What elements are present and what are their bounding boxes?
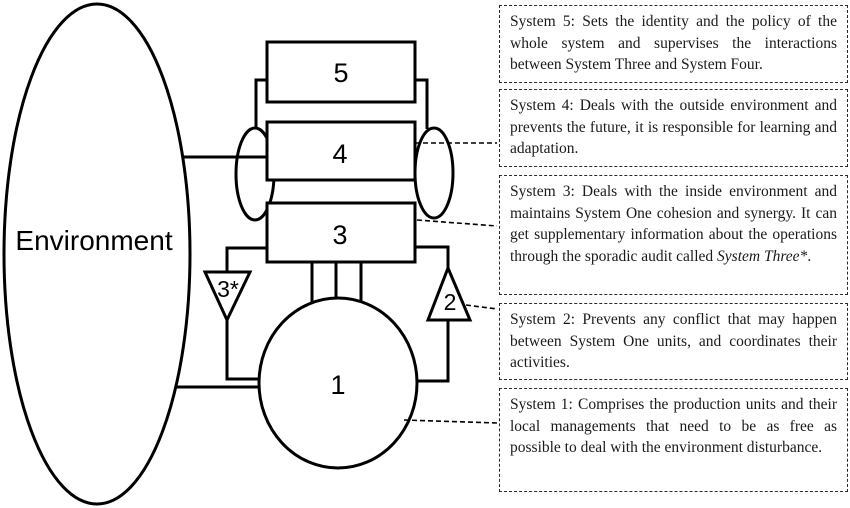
system5-right-bracket-line: [415, 80, 427, 129]
description-box-system2: [499, 303, 848, 380]
system3-audit-stem: [227, 248, 267, 273]
coordination-system1-link: [414, 318, 448, 381]
system4-label: 4: [332, 139, 348, 169]
system3-coordination-stem: [415, 247, 448, 270]
system3-label: 3: [332, 220, 348, 250]
system3-description-after: .: [807, 247, 812, 265]
description-box-system3: [499, 175, 848, 295]
audit-label: 3*: [217, 276, 239, 302]
coordination-label: 2: [443, 289, 457, 315]
description-box-system5: [499, 5, 848, 83]
environment-label: Environment: [15, 225, 173, 256]
system1-description-connector: [404, 420, 497, 423]
system5-label: 5: [333, 58, 349, 88]
system3-description-connector: [417, 220, 497, 226]
description-box-system4: [499, 89, 848, 167]
system5-left-bracket-line: [256, 80, 267, 129]
description-box-system1: [499, 388, 848, 492]
system3-description-italic-term: System Three*: [717, 247, 808, 265]
right-homeostat-lens: [415, 128, 453, 218]
system5-description: System 5: Sets the identity and the policy of the whole system and supervises the interactions between System Three and System Four.: [510, 13, 837, 73]
system3-description-before: System 3: Deals with the inside environment and maintains System One cohesion and synergy. It can get supplementary information about the operations through the sporadic audit called: [510, 183, 837, 265]
system1-description: System 1: Comprises the production units and their local managements that need to be as free as possible to deal with the environment disturbance.: [510, 396, 837, 456]
system2-description-connector: [466, 305, 497, 309]
system1-label: 1: [330, 370, 346, 400]
system4-description: System 4: Deals with the outside environment and prevents the future, it is responsible for learning and adaptation.: [510, 97, 837, 157]
system2-description: System 2: Prevents any conflict that may happen between System One units, and coordinates their activities.: [510, 311, 837, 371]
